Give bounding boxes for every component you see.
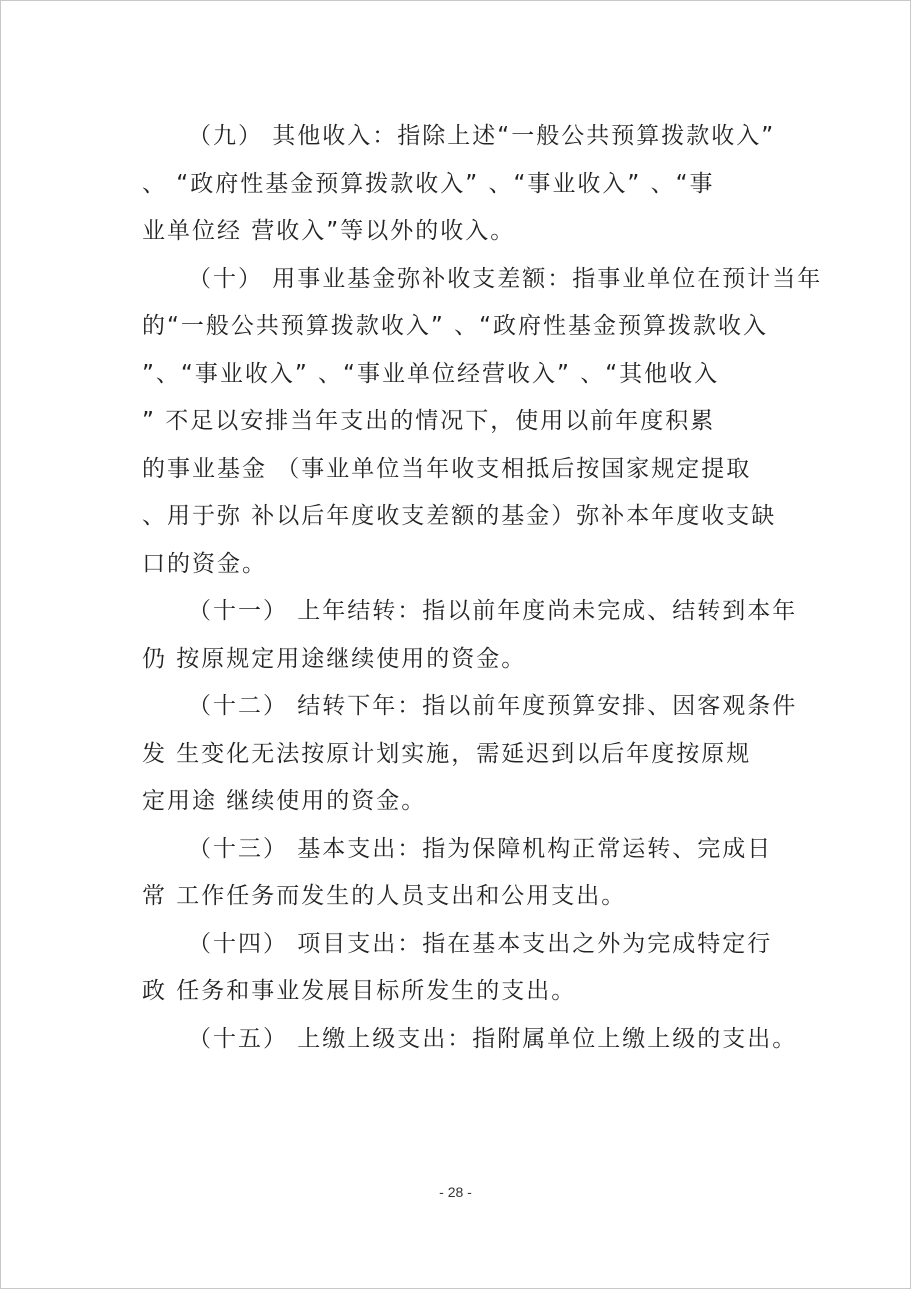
text-line: 、 “政府性基金预算拨款收入” 、“事业收入” 、“事 xyxy=(142,170,715,197)
text-line: （十） 用事业基金弥补收支差额：指事业单位在预计当年 xyxy=(188,265,823,292)
document-body xyxy=(142,113,823,1063)
text-line: ” 不足以安排当年支出的情况下，使用以前年度积累 xyxy=(142,408,716,434)
text-line: 常 工作任务而发生的人员支出和公用支出。 xyxy=(142,883,627,909)
text-line: 政 任务和事业发展目标所发生的支出。 xyxy=(142,978,577,1004)
text-line: （十一） 上年结转：指以前年度尚未完成、结转到本年 xyxy=(188,598,798,624)
text-line: 的事业基金 （事业单位当年收支相抵后按国家规定提取 xyxy=(142,455,752,482)
text-line: （十二） 结转下年：指以前年度预算安排、因客观条件 xyxy=(188,693,798,719)
text-line: （十五） 上缴上级支出：指附属单位上缴上级的支出。 xyxy=(188,1025,798,1052)
text-line: （十三） 基本支出：指为保障机构正常运转、完成日 xyxy=(188,835,773,862)
text-line: 发 生变化无法按原计划实施，需延迟到以后年度按原规 xyxy=(142,740,752,767)
text-line: 、用于弥 补以后年度收支差额的基金）弥补本年度收支缺 xyxy=(142,503,777,529)
text-line: 业单位经 营收入”等以外的收入。 xyxy=(142,218,516,244)
text-line: ”、“事业收入” 、“事业单位经营收入” 、“其他收入 xyxy=(142,360,720,387)
text-line: （九） 其他收入：指除上述“一般公共预算拨款收入” xyxy=(188,123,776,149)
text-line: 定用途 继续使用的资金。 xyxy=(142,788,427,814)
text-line: （十四） 项目支出：指在基本支出之外为完成特定行 xyxy=(188,930,773,957)
page-number: - 28 - xyxy=(439,1184,472,1200)
text-line: 的“一般公共预算拨款收入” 、“政府性基金预算拨款收入 xyxy=(142,313,769,339)
text-line: 仍 按原规定用途继续使用的资金。 xyxy=(142,645,527,672)
text-line: 口的资金。 xyxy=(142,550,267,577)
